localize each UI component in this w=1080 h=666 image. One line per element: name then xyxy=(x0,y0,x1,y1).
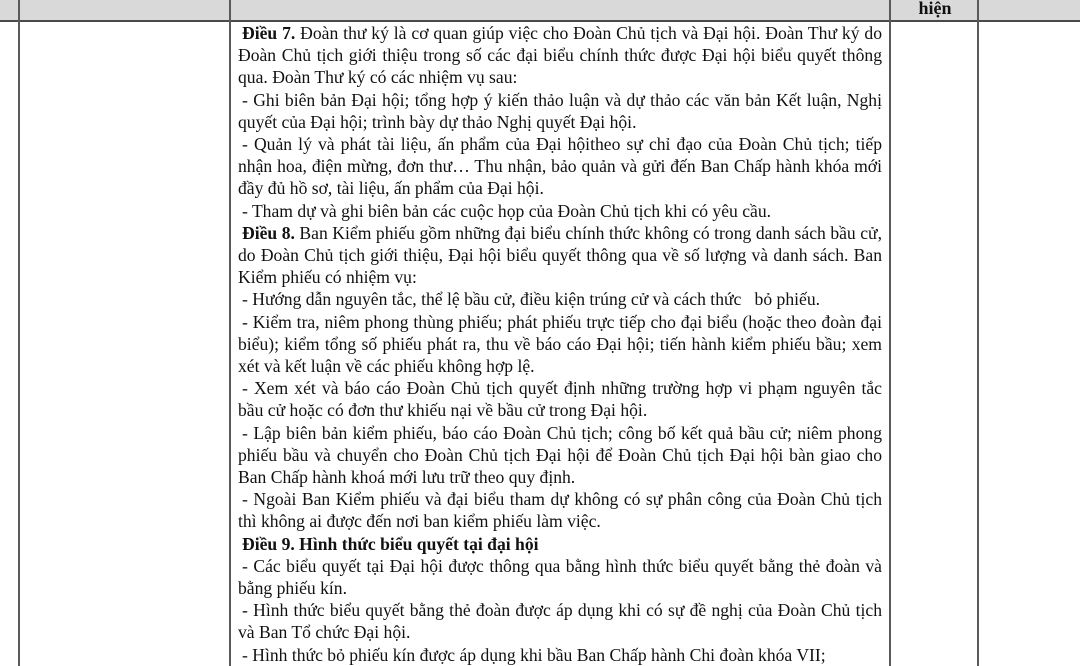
article-8-item: - Ngoài Ban Kiểm phiếu và đại biểu tham dự không có sự phân công của Đoàn Chủ tịch thì không ai được đến nơi ban kiểm phiếu làm việc. xyxy=(238,489,882,532)
article-8-item: - Xem xét và báo cáo Đoàn Chủ tịch quyết định những trường hợp vi phạm nguyên tắc bầu cử hoặc có đơn thư khiếu nại về bầu cử trong Đại hội. xyxy=(238,378,882,421)
article-7-text: Đoàn thư ký là cơ quan giúp việc cho Đoàn Chủ tịch và Đại hội. Đoàn Thư ký do Đoàn Chủ tịch giới thiệu trong số các đại biểu chính thức được Đại hội biểu quyết thông qua. Đoàn Thư ký có các nhiệm vụ sau: xyxy=(238,23,882,88)
article-7-item: - Tham dự và ghi biên bản các cuộc họp của Đoàn Chủ tịch khi có yêu cầu. xyxy=(242,200,772,221)
table-header-row xyxy=(0,0,1080,22)
article-8-label: Điều 8. xyxy=(242,222,295,243)
article-7-intro xyxy=(238,22,882,89)
article-9-heading: Điều 9. Hình thức biểu quyết tại đại hội xyxy=(242,533,539,554)
article-8-item: - Kiểm tra, niêm phong thùng phiếu; phát phiếu trực tiếp cho đại biểu (hoặc theo đoàn đại biểu); kiểm tổng số phiếu phát ra, thu về báo cáo Đại hội; tiến hành kiểm phiếu bầu; xem xét và kết luận về các phiếu không hợp lệ. xyxy=(238,311,882,377)
article-9-item: - Hình thức bỏ phiếu kín được áp dụng khi bầu Ban Chấp hành Chi đoàn khóa VII; xyxy=(242,644,826,665)
column-divider-3 xyxy=(889,0,891,666)
article-8-intro xyxy=(238,222,882,289)
content-cell xyxy=(238,22,882,666)
article-9-item: - Hình thức biểu quyết bằng thẻ đoàn được áp dụng khi có sự đề nghị của Đoàn Chủ tịch và Ban Tổ chức Đại hội. xyxy=(238,600,882,643)
article-9-item: - Các biểu quyết tại Đại hội được thông qua bằng hình thức biểu quyết bằng thẻ đoàn và bằng phiếu kín. xyxy=(238,555,882,599)
header-cell-implementation: hiện xyxy=(918,0,952,18)
article-8-item: - Hướng dẫn nguyên tắc, thể lệ bầu cử, điều kiện trúng cử và cách thức bỏ phiếu. xyxy=(242,289,821,310)
article-7-item: - Ghi biên bản Đại hội; tổng hợp ý kiến thảo luận và dự thảo các văn bản Kết luận, Nghị quyết của Đại hội; trình bày dự thảo Nghị quyết Đại hội. xyxy=(238,89,882,132)
column-divider-1 xyxy=(18,0,20,666)
article-8-item: - Lập biên bản kiểm phiếu, báo cáo Đoàn Chủ tịch; công bố kết quả bầu cử; niêm phong phiếu bầu và chuyển cho Đoàn Chủ tịch Đại hội để Đoàn Chủ tịch Đại hội bàn giao cho Ban Chấp hành khoá mới lưu trữ theo quy định. xyxy=(238,422,882,488)
article-7-item: - Quản lý và phát tài liệu, ấn phẩm của Đại hộitheo sự chỉ đạo của Đoàn Chủ tịch; tiếp nhận hoa, điện mừng, đơn thư… Thu nhận, bảo quản và gửi đến Ban Chấp hành khóa mới đầy đủ hồ sơ, tài liệu, ấn phẩm của Đại hội. xyxy=(238,134,882,199)
article-8-text: Ban Kiểm phiếu gồm những đại biểu chính thức không có trong danh sách bầu cử, do Đoàn Chủ tịch giới thiệu, Đại hội biểu quyết thông qua về số lượng và danh sách. Ban Kiểm phiếu có nhiệm vụ: xyxy=(238,222,882,288)
article-7-label: Điều 7. xyxy=(242,23,296,43)
column-divider-4 xyxy=(977,0,979,666)
column-divider-2 xyxy=(229,0,231,666)
